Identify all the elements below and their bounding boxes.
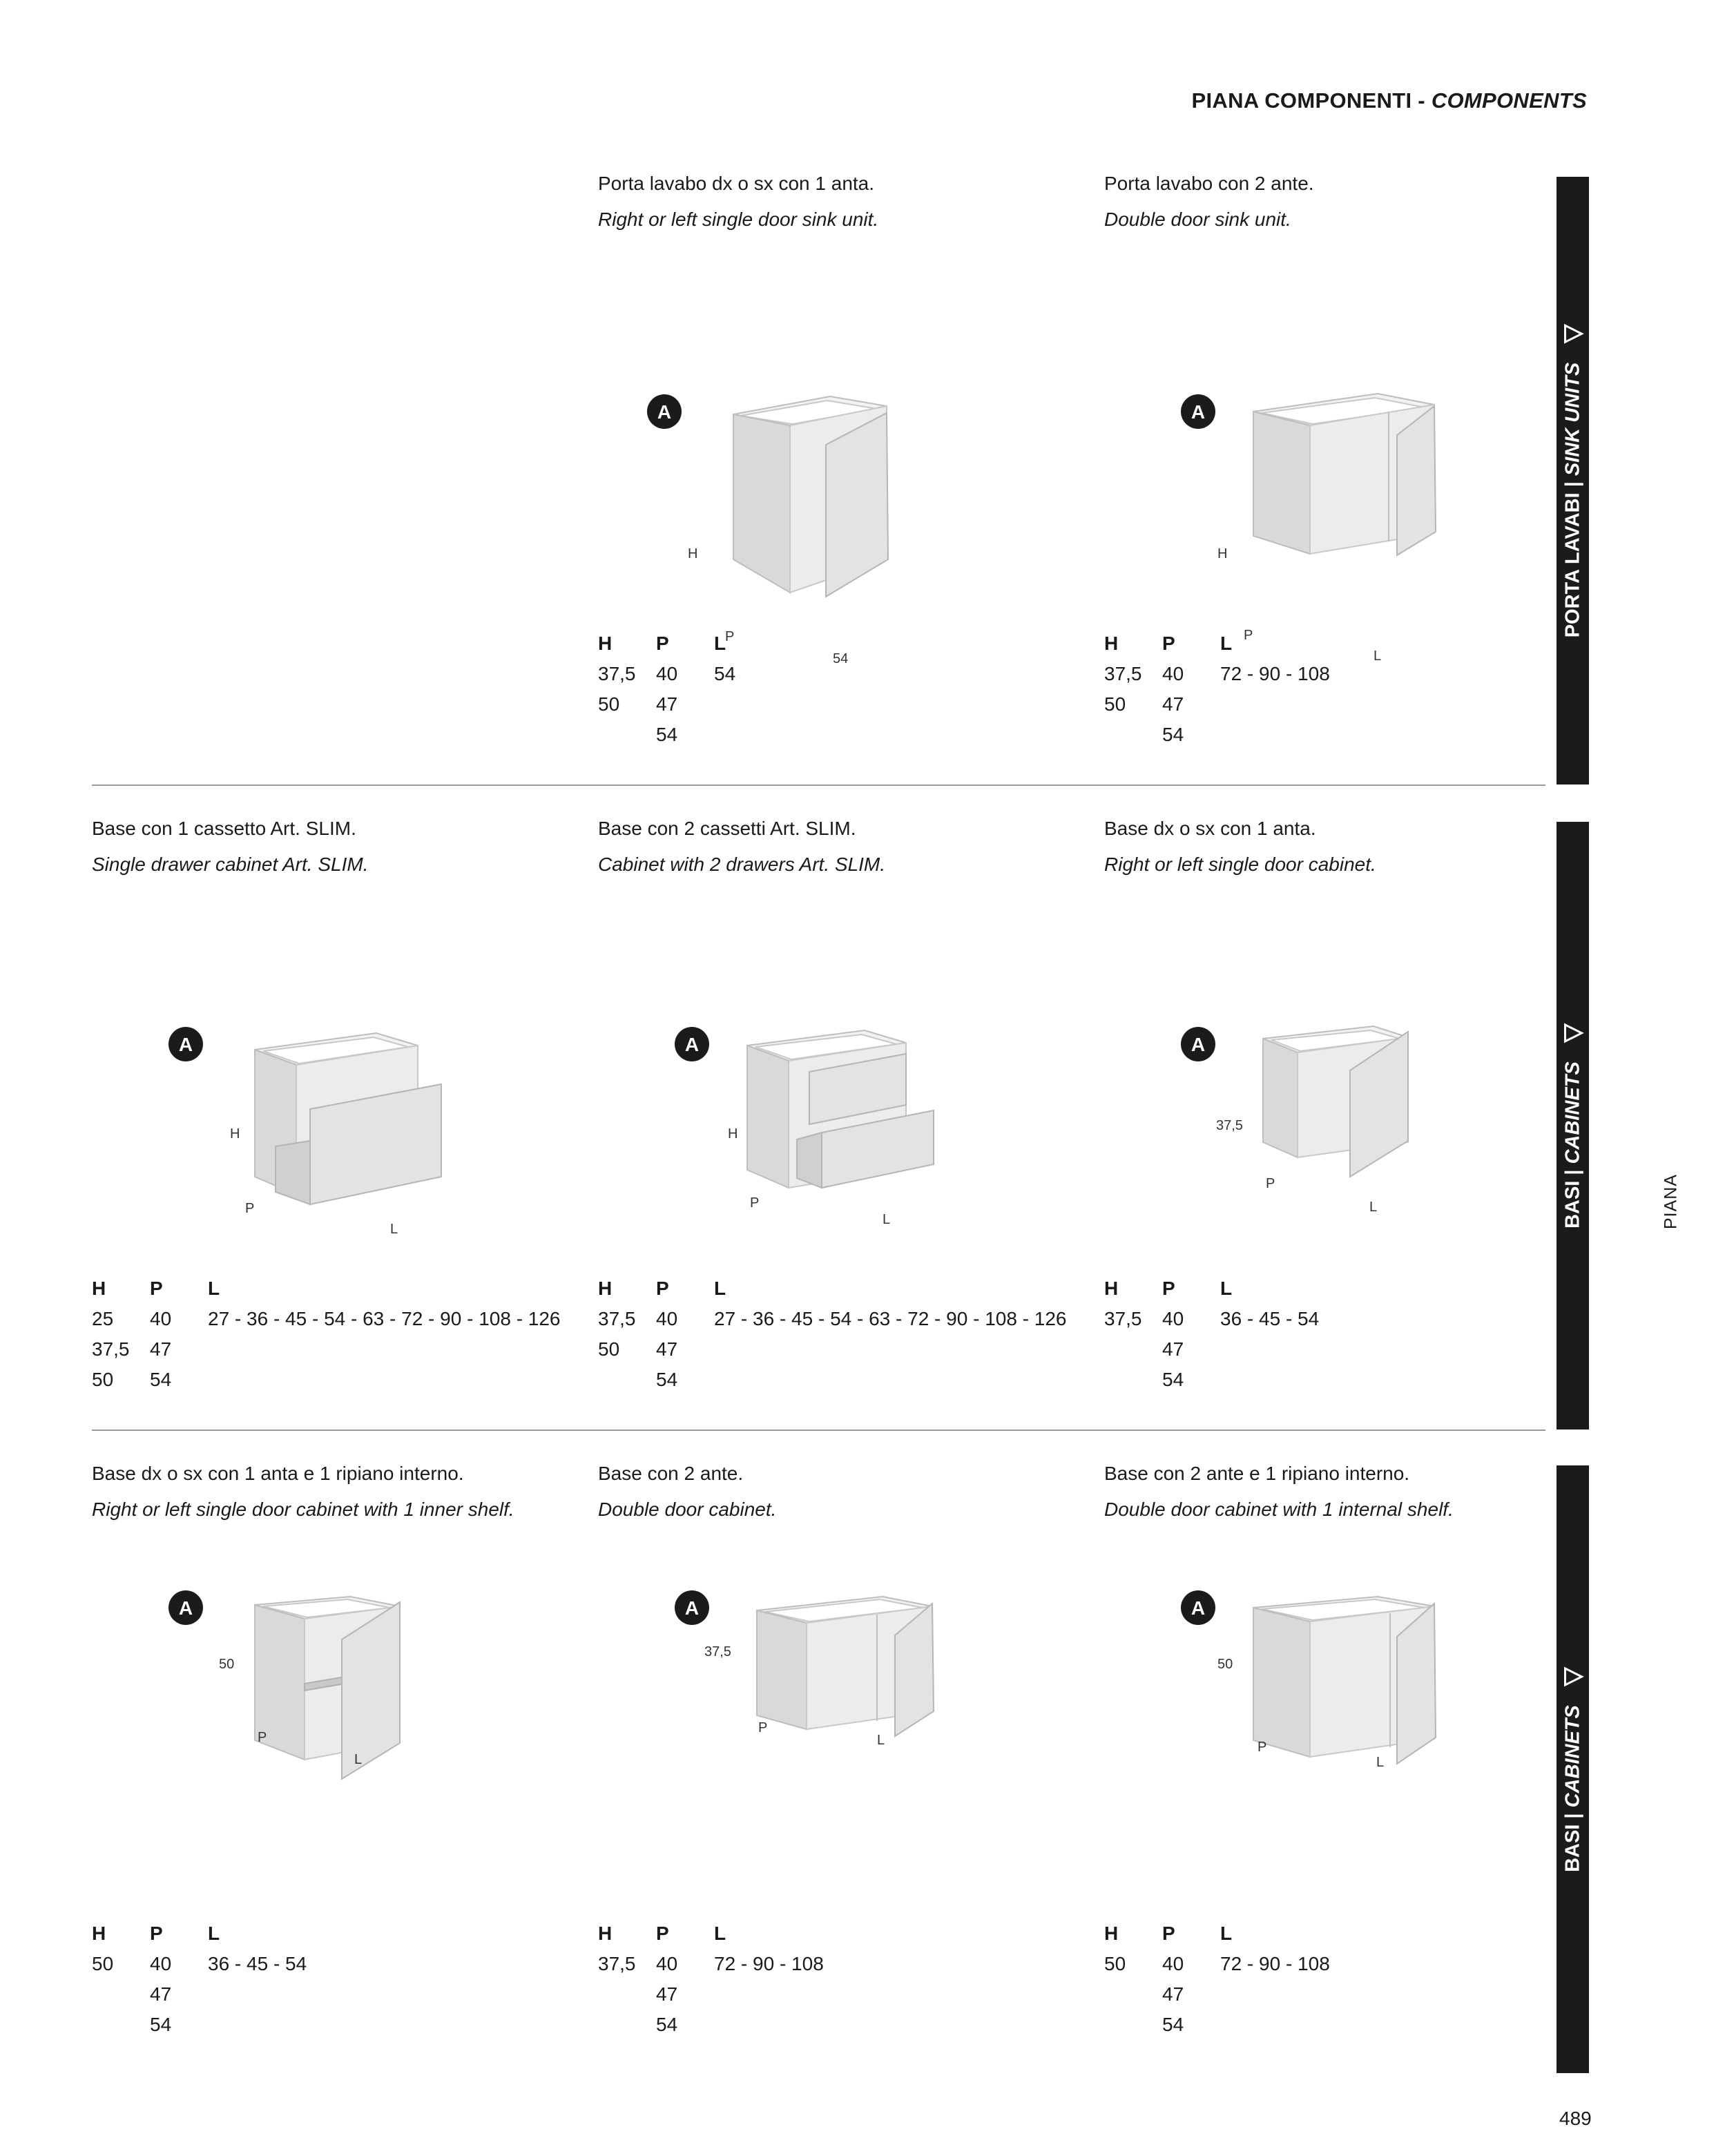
sidebar-label-it: BASI |: [1561, 1807, 1583, 1872]
dim-p-value: 47: [150, 1338, 172, 1360]
badge-letter: A: [1191, 1034, 1206, 1055]
dimensions-table: [598, 1918, 824, 2040]
sidebar-label-en: CABINETS: [1561, 1061, 1583, 1164]
dimensions-row: [92, 1334, 561, 1365]
dim-p-value: 40: [150, 1308, 172, 1329]
badge-icon: [675, 1027, 709, 1061]
dim-p-value: 54: [1162, 724, 1184, 745]
product-card-single-door-cabinet: [1104, 735, 1588, 1390]
triangle-icon: [1563, 1023, 1583, 1043]
product-title-en: Right or left single door cabinet.: [1104, 854, 1376, 875]
dim-label-l: L: [1376, 1755, 1385, 1770]
product-card-sink-double-door: [1104, 90, 1588, 745]
dim-header-p: P: [150, 1278, 163, 1299]
dim-l-value: [1220, 689, 1330, 720]
badge-letter: A: [657, 401, 672, 423]
dim-h-value: [92, 2010, 150, 2040]
dim-h-value: [1104, 2010, 1162, 2040]
double-door-shelf-drawing: [1104, 1594, 1588, 1898]
single-door-shelf-drawing: [92, 1594, 575, 1898]
dimensions-row: [598, 1304, 1067, 1334]
dim-p-value: 47: [656, 693, 678, 715]
dim-header-h: H: [598, 1923, 613, 1944]
dim-label-h: H: [230, 1126, 240, 1142]
dim-l-value: [208, 1979, 307, 2010]
dimensions-row: [1104, 1949, 1330, 1979]
badge-icon: [168, 1590, 203, 1625]
dim-h-value: 50: [92, 1369, 114, 1390]
product-title-en: Double door cabinet.: [598, 1499, 777, 1520]
dim-l-value: [714, 1979, 824, 2010]
product-title-en: Double door sink unit.: [1104, 209, 1291, 230]
dim-label-h: H: [688, 546, 698, 561]
header-separator: -: [1411, 88, 1432, 113]
dim-l-value: [208, 2010, 307, 2040]
dimensions-table: [1104, 1918, 1330, 2040]
dim-l-value: 36 - 45 - 54: [208, 1953, 307, 1974]
dimensions-row: [92, 2010, 307, 2040]
dim-header-p: P: [656, 1923, 669, 1944]
dim-l-value: [1220, 1334, 1319, 1365]
dim-header-p: P: [656, 1278, 669, 1299]
product-title-it: Base con 2 ante e 1 ripiano interno.: [1104, 1463, 1410, 1484]
dim-h-value: 50: [598, 693, 620, 715]
badge-letter: A: [178, 1597, 193, 1619]
dim-header-p: P: [1162, 633, 1175, 654]
dim-h-value: 37,5: [598, 1308, 636, 1329]
dim-header-l: L: [1220, 1923, 1233, 1944]
dimensions-table: [598, 628, 735, 750]
dim-p-value: 54: [656, 2014, 678, 2035]
product-title-it: Base con 2 cassetti Art. SLIM.: [598, 818, 856, 839]
dim-h-value: [92, 1979, 150, 2010]
dim-label-l: L: [877, 1733, 885, 1748]
product-card-single-door-shelf: [92, 1380, 575, 2035]
dim-l-value: 72 - 90 - 108: [1220, 663, 1330, 684]
dimensions-row: [1104, 1334, 1319, 1365]
dim-l-value: [1220, 2010, 1330, 2040]
product-title-it: Porta lavabo dx o sx con 1 anta.: [598, 173, 875, 194]
dim-label-l: L: [390, 1222, 398, 1237]
dimensions-header-row: [598, 1273, 1067, 1304]
double-door-cabinet-drawing: [598, 1594, 1081, 1898]
dimensions-header-row: [1104, 1918, 1330, 1949]
dim-h-value: [1104, 1334, 1162, 1365]
single-door-cabinet-drawing: [1104, 949, 1588, 1253]
product-card-sink-single-door: [598, 90, 1081, 745]
dimensions-table: [1104, 628, 1330, 750]
product-illustration: [1104, 304, 1588, 664]
dim-p-value: 47: [150, 1983, 172, 2005]
dimensions-row: [92, 1304, 561, 1334]
dim-label-p: P: [1244, 628, 1253, 643]
dim-header-l: L: [714, 1923, 726, 1944]
product-title-it: Base dx o sx con 1 anta.: [1104, 818, 1316, 839]
dimensions-row: [1104, 1304, 1319, 1334]
product-card-double-door-shelf: [1104, 1380, 1588, 2035]
dimensions-row: [1104, 689, 1330, 720]
sidebar-label: [1561, 1023, 1584, 1229]
dim-l-value: [714, 2010, 824, 2040]
triangle-icon: [1563, 1666, 1583, 1687]
dim-header-l: L: [714, 633, 726, 654]
badge-icon: [1181, 394, 1215, 429]
dim-p-value: 40: [656, 663, 678, 684]
header-en: COMPONENTS: [1431, 88, 1587, 113]
two-drawers-drawing: [598, 949, 1081, 1253]
product-title-en: Right or left single door sink unit.: [598, 209, 879, 230]
dim-h-value: 50: [598, 1338, 620, 1360]
dim-label-h: H: [1217, 546, 1228, 561]
badge-icon: [1181, 1027, 1215, 1061]
dimensions-header-row: [1104, 628, 1330, 659]
product-title-it: Porta lavabo con 2 ante.: [1104, 173, 1314, 194]
dim-p-value: 54: [656, 724, 678, 745]
dim-label-p: P: [758, 1720, 768, 1735]
dim-label-l: L: [354, 1752, 363, 1767]
dimensions-header-row: [598, 1918, 824, 1949]
sidebar-label-it: PORTA LAVABI |: [1561, 476, 1583, 638]
single-drawer-drawing: [92, 949, 575, 1253]
dim-p-value: 54: [150, 1369, 172, 1390]
product-illustration: [1104, 1594, 1588, 1898]
sidebar-label-en: CABINETS: [1561, 1705, 1583, 1808]
dimensions-row: [598, 1949, 824, 1979]
dim-header-h: H: [92, 1278, 106, 1299]
dim-h-value: 25: [92, 1308, 114, 1329]
dimensions-table: [92, 1273, 561, 1395]
dim-l-value: 27 - 36 - 45 - 54 - 63 - 72 - 90 - 108 - 126: [714, 1308, 1067, 1329]
dim-label-p: P: [258, 1730, 267, 1745]
dim-h-value: 37,5: [1104, 663, 1142, 684]
product-illustration: [92, 949, 575, 1253]
product-title-en: Single drawer cabinet Art. SLIM.: [92, 854, 369, 875]
dim-label-l: L: [1369, 1200, 1378, 1215]
badge-icon: [1181, 1590, 1215, 1625]
dim-label-p: P: [245, 1201, 255, 1216]
badge-letter: A: [684, 1034, 700, 1055]
badge-icon: [647, 394, 682, 429]
product-title-it: Base con 2 ante.: [598, 1463, 744, 1484]
product-card-double-door-cabinet: [598, 1380, 1081, 2035]
dim-label-p: P: [1257, 1740, 1267, 1755]
dim-l-value: [1220, 1979, 1330, 2010]
dimensions-row: [598, 2010, 824, 2040]
dim-l-value: 72 - 90 - 108: [714, 1953, 824, 1974]
product-illustration: [598, 1594, 1081, 1898]
product-illustration: [1104, 949, 1588, 1253]
dim-header-l: L: [1220, 1278, 1233, 1299]
badge-icon: [168, 1027, 203, 1061]
dim-header-l: L: [714, 1278, 726, 1299]
dim-h-value: 37,5: [598, 1953, 636, 1974]
dim-header-h: H: [598, 1278, 613, 1299]
dim-p-value: 40: [1162, 1953, 1184, 1974]
triangle-icon: [1563, 324, 1583, 345]
sink-single-door-drawing: [598, 304, 1081, 666]
product-title-en: Cabinet with 2 drawers Art. SLIM.: [598, 854, 886, 875]
sidebar-label-it: BASI |: [1561, 1164, 1583, 1229]
dimensions-header-row: [1104, 1273, 1319, 1304]
product-title-en: Right or left single door cabinet with 1 inner shelf.: [92, 1499, 514, 1520]
dimensions-table: [92, 1918, 307, 2040]
product-illustration: [598, 304, 1081, 666]
dim-p-value: 47: [656, 1983, 678, 2005]
dim-p-value: 40: [656, 1953, 678, 1974]
dim-p-value: 47: [656, 1338, 678, 1360]
dim-p-value: 54: [1162, 1369, 1184, 1390]
header-it: PIANA COMPONENTI: [1191, 88, 1412, 113]
badge-letter: A: [1191, 1597, 1206, 1619]
dim-label-p: P: [750, 1195, 760, 1211]
dim-h-value: 50: [1104, 693, 1126, 715]
dim-label-h: 50: [219, 1657, 235, 1672]
dim-p-value: 47: [1162, 693, 1184, 715]
dim-l-value: 36 - 45 - 54: [1220, 1308, 1320, 1329]
dim-l-value: 72 - 90 - 108: [1220, 1953, 1330, 1974]
dimensions-row: [598, 689, 735, 720]
dim-label-p: P: [725, 629, 735, 644]
dimensions-table: [598, 1273, 1067, 1395]
product-title-it: Base con 1 cassetto Art. SLIM.: [92, 818, 356, 839]
page-number: 489: [1559, 2108, 1592, 2129]
dim-header-h: H: [598, 633, 613, 654]
dim-header-l: L: [1220, 633, 1233, 654]
badge-icon: [675, 1590, 709, 1625]
dim-p-value: 54: [656, 1369, 678, 1390]
dimensions-row: [92, 1979, 307, 2010]
sidebar-label-en: SINK UNITS: [1561, 362, 1583, 477]
dimensions-row: [598, 1334, 1067, 1365]
dim-label-p: P: [1266, 1176, 1275, 1191]
sidebar-label: [1561, 324, 1584, 638]
dim-label-l: 54: [833, 651, 849, 666]
product-card-two-drawers: [598, 735, 1081, 1390]
product-card-single-drawer: [92, 735, 575, 1390]
dim-h-value: 37,5: [598, 663, 636, 684]
product-title-en: Double door cabinet with 1 internal shelf.: [1104, 1499, 1454, 1520]
dim-label-h: 37,5: [704, 1644, 731, 1659]
dim-h-value: 37,5: [1104, 1308, 1142, 1329]
dim-header-l: L: [208, 1923, 220, 1944]
dimensions-row: [1104, 2010, 1330, 2040]
dim-p-value: 54: [150, 2014, 172, 2035]
dimensions-row: [1104, 659, 1330, 689]
dim-header-p: P: [1162, 1923, 1175, 1944]
dim-p-value: 54: [1162, 2014, 1184, 2035]
badge-letter: A: [178, 1034, 193, 1055]
dim-l-value: [208, 1334, 561, 1365]
dim-l-value: 54: [714, 663, 736, 684]
sidebar-label: [1561, 1666, 1584, 1872]
dimensions-header-row: [92, 1273, 561, 1304]
dim-h-value: [1104, 1979, 1162, 2010]
dim-h-value: 50: [92, 1953, 114, 1974]
dimensions-row: [92, 1949, 307, 1979]
dim-header-h: H: [1104, 633, 1119, 654]
dimensions-row: [1104, 1979, 1330, 2010]
dim-h-value: 37,5: [92, 1338, 130, 1360]
dim-header-h: H: [1104, 1278, 1119, 1299]
dim-p-value: 40: [1162, 1308, 1184, 1329]
dim-p-value: 47: [1162, 1983, 1184, 2005]
sidebar-tab-cabinets: [1557, 822, 1589, 1430]
sink-double-door-drawing: [1104, 304, 1588, 664]
dimensions-header-row: [92, 1918, 307, 1949]
dim-label-l: L: [883, 1212, 891, 1227]
dim-p-value: 40: [1162, 663, 1184, 684]
dim-p-value: 40: [150, 1953, 172, 1974]
dim-header-p: P: [656, 633, 669, 654]
side-section-word: PIANA: [1661, 1173, 1681, 1230]
product-illustration: [598, 949, 1081, 1253]
dim-l-value: 27 - 36 - 45 - 54 - 63 - 72 - 90 - 108 - 126: [208, 1308, 561, 1329]
dim-header-l: L: [208, 1278, 220, 1299]
dim-label-h: 50: [1217, 1657, 1233, 1672]
badge-letter: A: [684, 1597, 700, 1619]
dim-header-h: H: [92, 1923, 106, 1944]
product-illustration: [92, 1594, 575, 1898]
dim-label-l: L: [1374, 648, 1382, 664]
dim-l-value: [714, 689, 735, 720]
dim-header-p: P: [150, 1923, 163, 1944]
dim-h-value: 50: [1104, 1953, 1126, 1974]
dim-header-h: H: [1104, 1923, 1119, 1944]
dimensions-row: [598, 1979, 824, 2010]
sidebar-tab-sink-units: [1557, 177, 1589, 785]
dim-h-value: [598, 2010, 656, 2040]
dim-p-value: 47: [1162, 1338, 1184, 1360]
dim-h-value: [598, 1979, 656, 2010]
dimensions-row: [598, 659, 735, 689]
dim-label-h: 37,5: [1216, 1118, 1243, 1133]
dim-p-value: 40: [656, 1308, 678, 1329]
dim-label-h: H: [728, 1126, 738, 1142]
dimensions-header-row: [598, 628, 735, 659]
dim-l-value: [714, 1334, 1067, 1365]
badge-letter: A: [1191, 401, 1206, 423]
dim-header-p: P: [1162, 1278, 1175, 1299]
sidebar-tab-cabinets-2: [1557, 1465, 1589, 2073]
dimensions-table: [1104, 1273, 1319, 1395]
product-title-it: Base dx o sx con 1 anta e 1 ripiano interno.: [92, 1463, 464, 1484]
